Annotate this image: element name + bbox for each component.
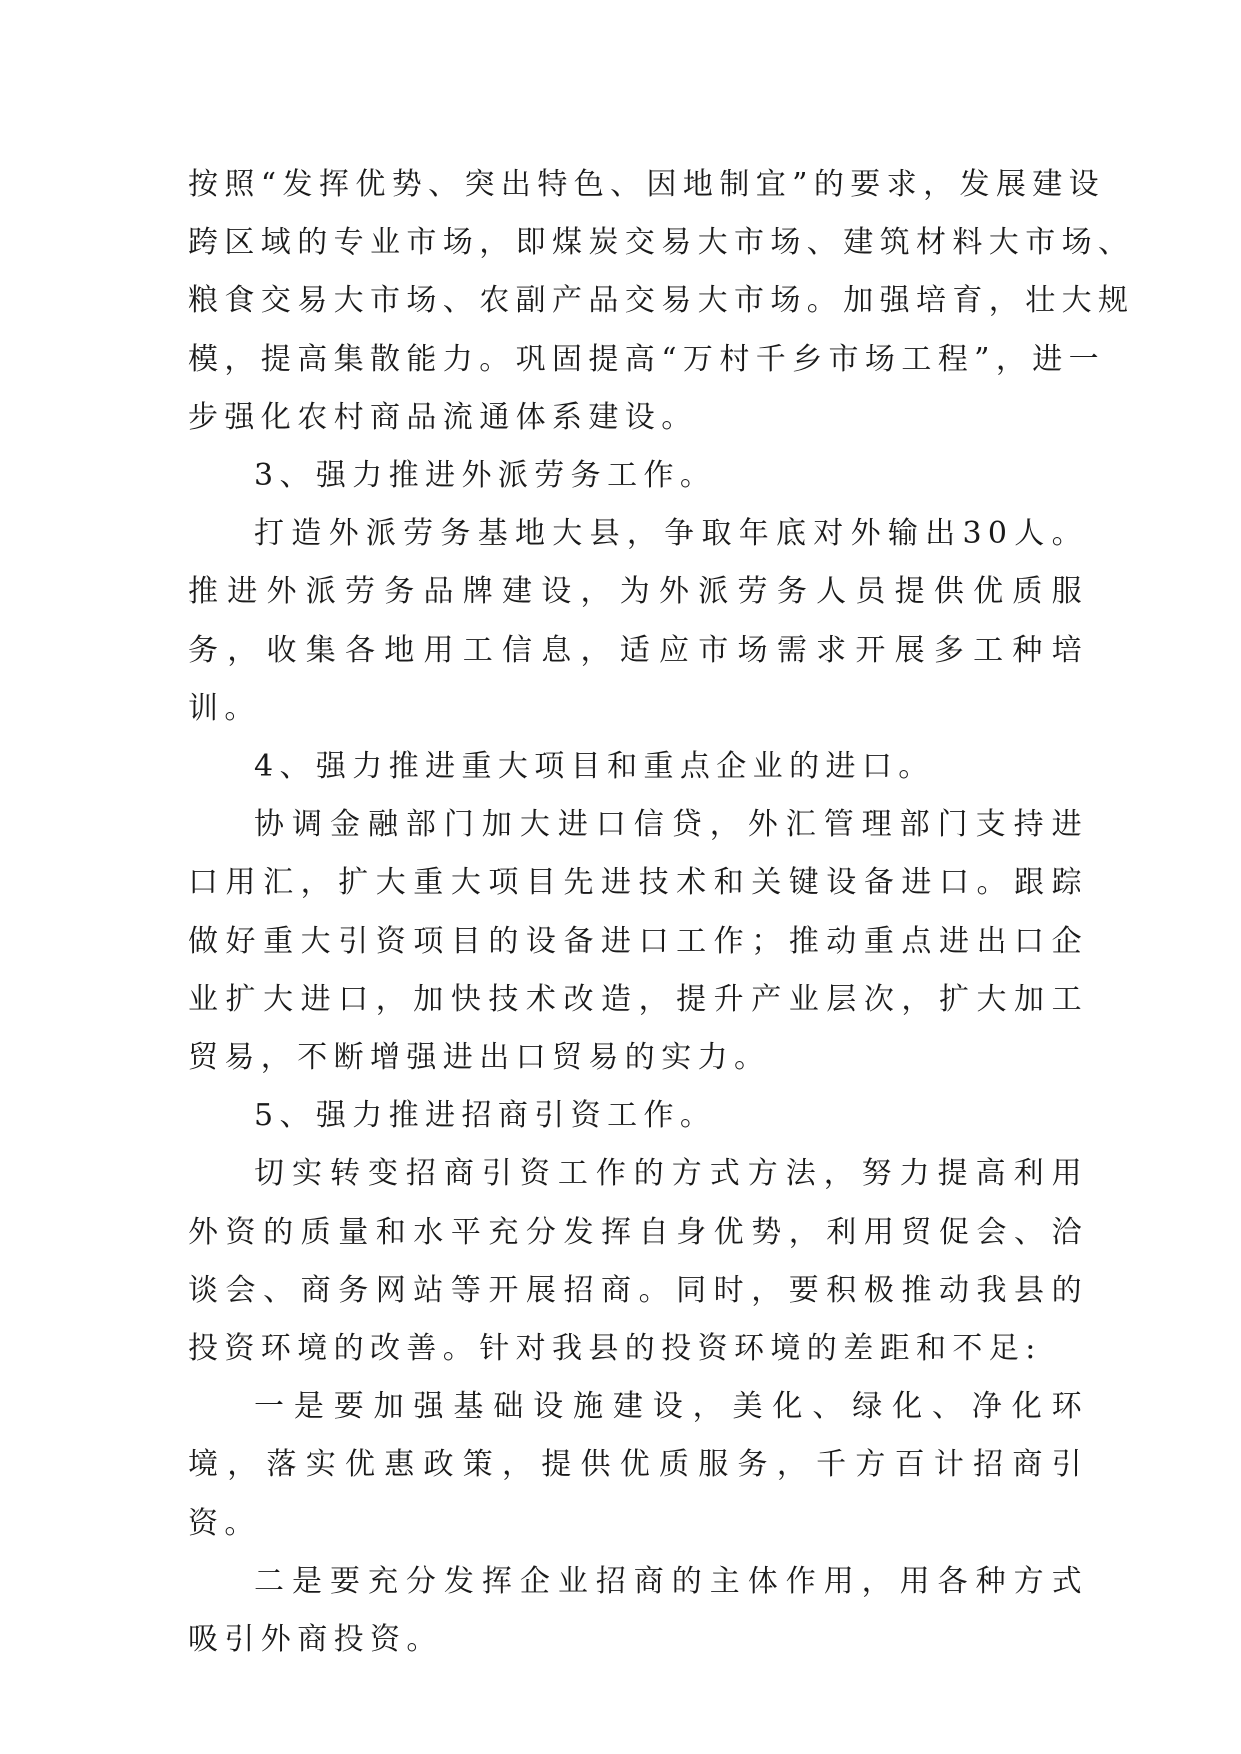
paragraph-labor: 打造外派劳务基地大县，争取年底对外输出30人。推进外派劳务品牌建设，为外派劳务人员提供优质服务，收集各地用工信息，适应市场需求开展多工种培训。	[188, 516, 1088, 726]
paragraph-first-measure: 一是要加强基础设施建设，美化、绿化、净化环境，落实优惠政策，提供优质服务，千方百计招商引资。	[188, 1389, 1088, 1541]
paragraph-import: 协调金融部门加大进口信贷，外汇管理部门支持进口用汇，扩大重大项目先进技术和关键设备进口。跟踪做好重大引资项目的设备进口工作；推动重点进出口企业扩大进口，加快技术改造，提升产业层次，扩大加工贸易，不断增强进出口贸易的实力。	[188, 807, 1088, 1076]
section-heading-3: 3、强力推进外派劳务工作。	[254, 458, 717, 494]
body-line: 跨区域的专业市场，即煤炭交易大市场、建筑材料大市场、	[188, 225, 1135, 261]
body-line: 模，提高集散能力。巩固提高“万村千乡市场工程”，进一	[188, 341, 1106, 377]
body-line: 按照“发挥优势、突出特色、因地制宜”的要求，发展建设	[188, 167, 1106, 202]
section-heading-4: 4、强力推进重大项目和重点企业的进口。	[254, 749, 935, 785]
document-body	[188, 156, 1135, 1669]
section-heading-5: 5、强力推进招商引资工作。	[254, 1098, 717, 1134]
paragraph-investment: 切实转变招商引资工作的方式方法，努力提高利用外资的质量和水平充分发挥自身优势，利用贸促会、洽谈会、商务网站等开展招商。同时，要积极推动我县的投资环境的改善。针对我县的投资环境的差距和不足:	[188, 1156, 1088, 1367]
paragraph-second-measure: 二是要充分发挥企业招商的主体作用，用各种方式吸引外商投资。	[188, 1563, 1088, 1658]
body-line: 步强化农村商品流通体系建设。	[188, 399, 698, 435]
body-line: 粮食交易大市场、农副产品交易大市场。加强培育，壮大规	[188, 283, 1135, 319]
